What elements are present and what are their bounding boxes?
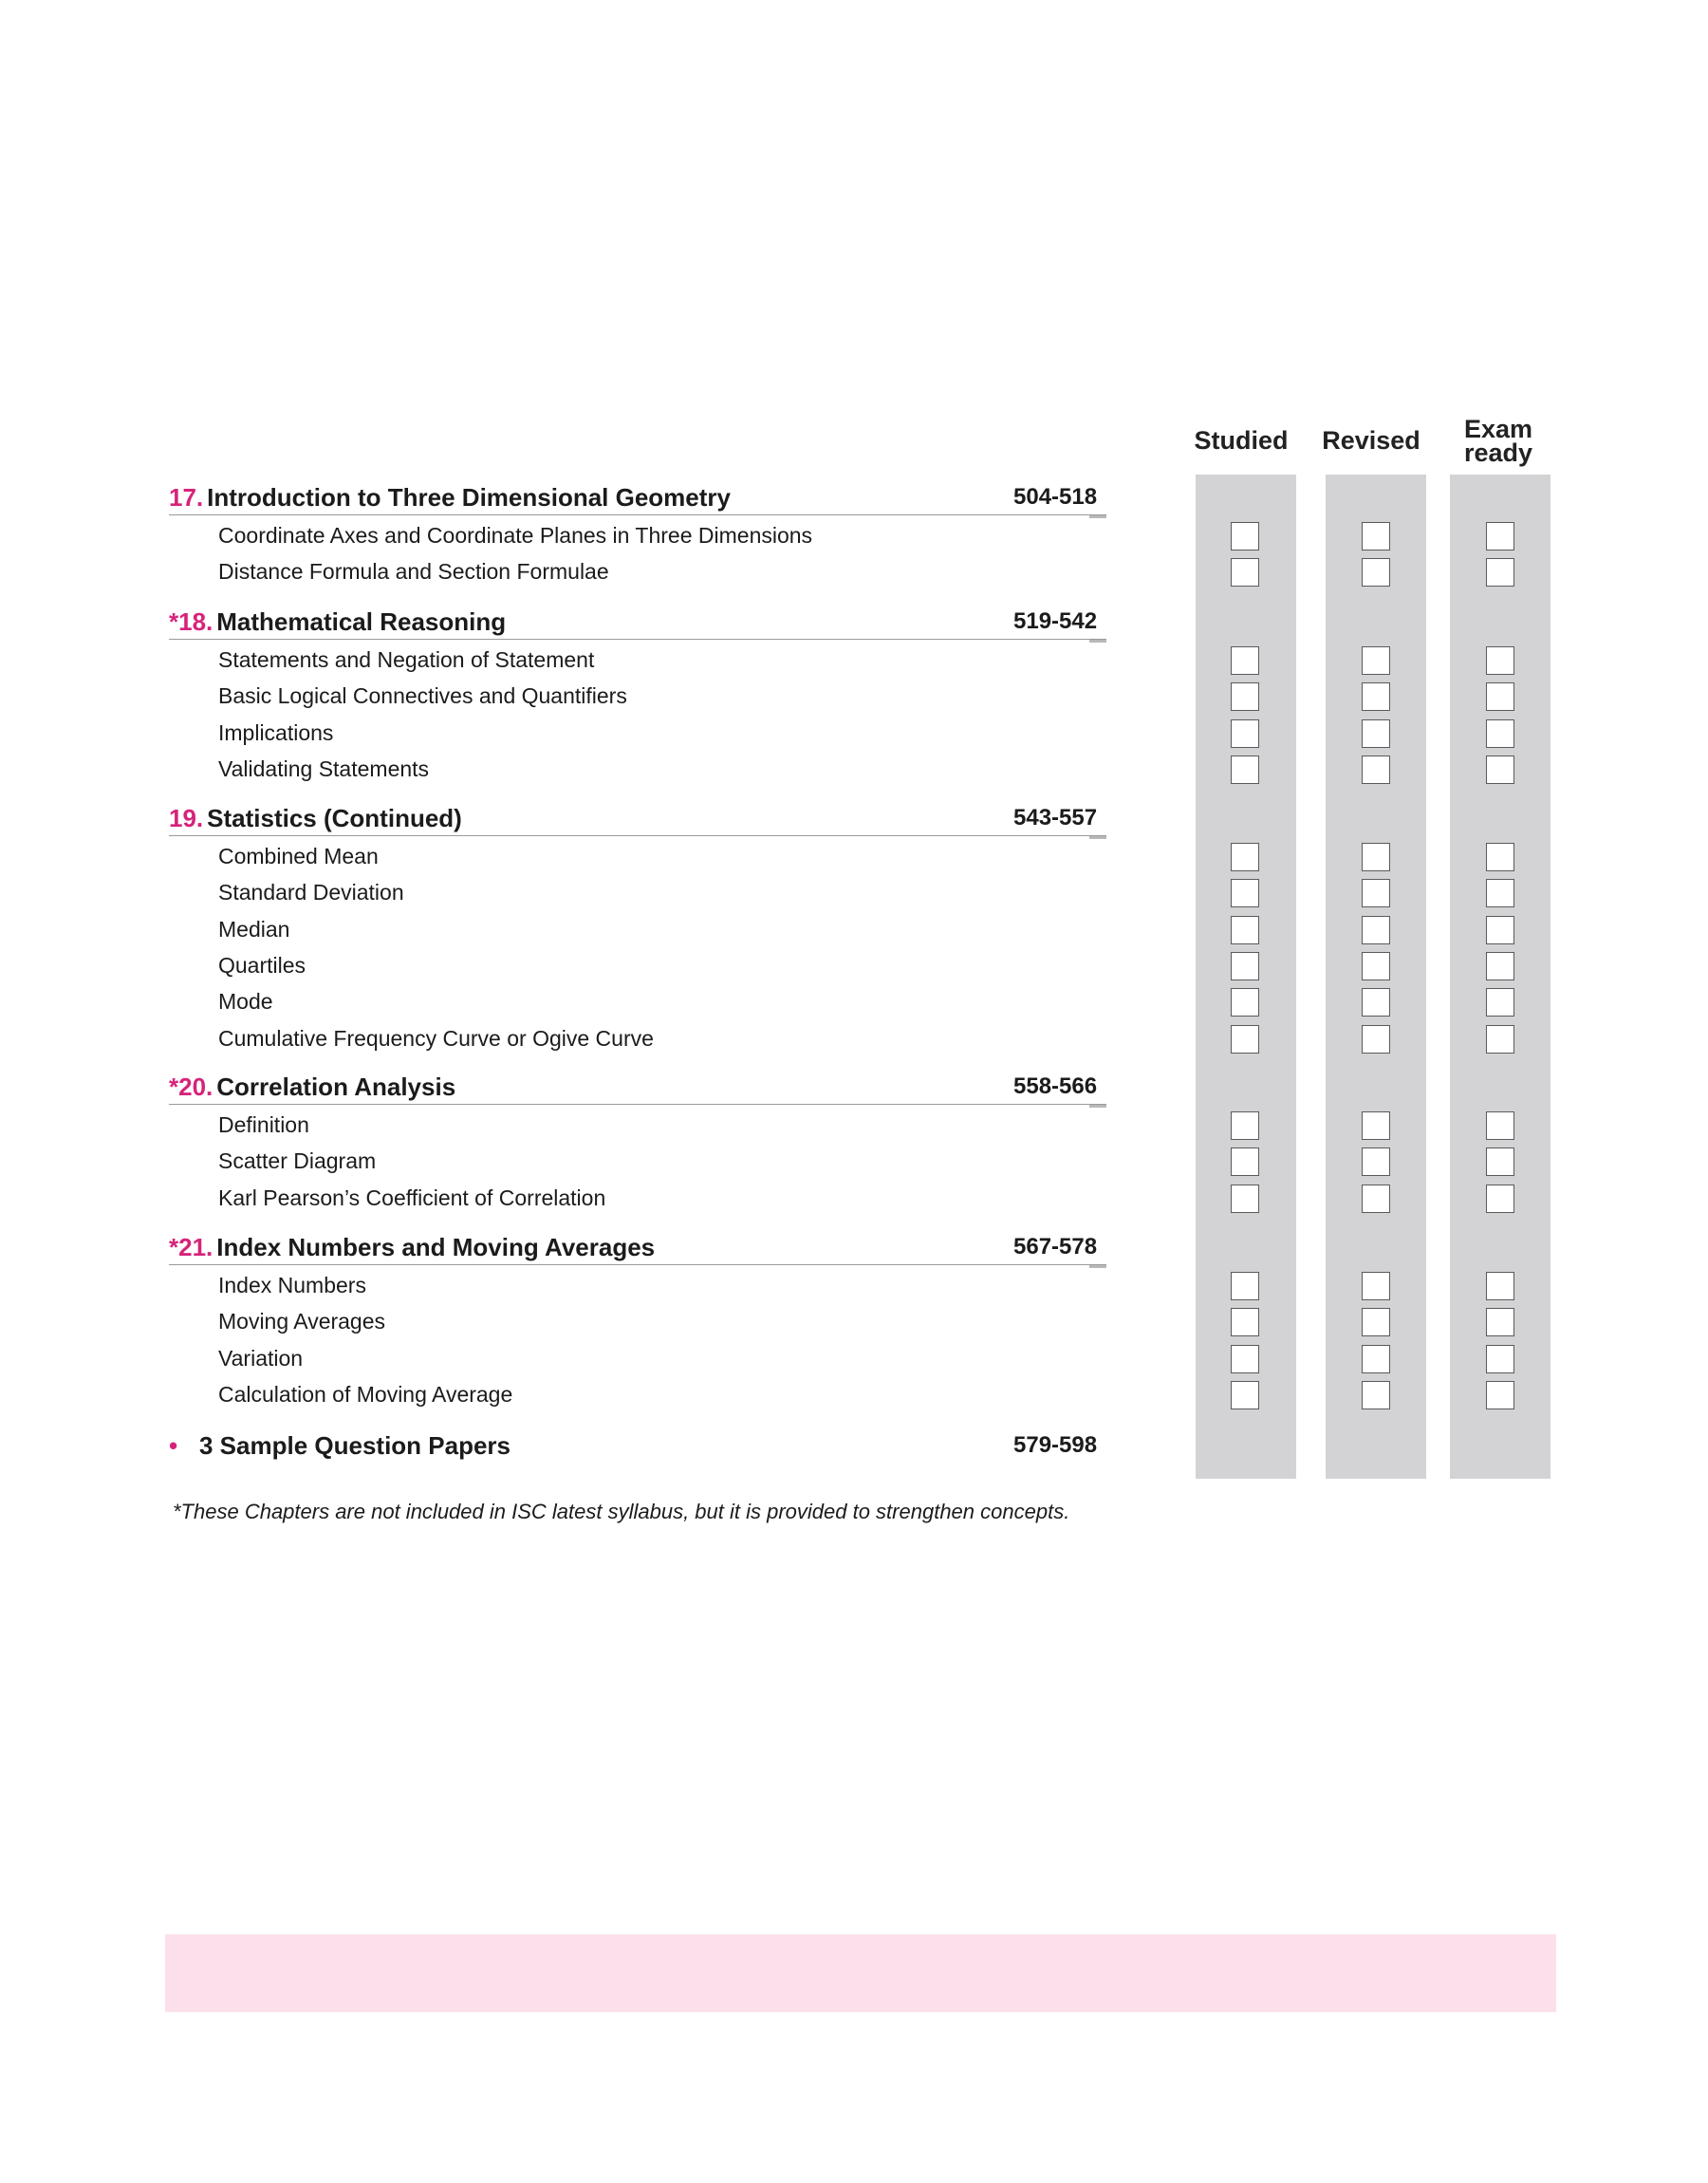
chapter-number: 19. [169, 804, 204, 832]
exam-ready-checkbox[interactable] [1486, 952, 1514, 980]
exam-ready-checkbox[interactable] [1486, 558, 1514, 587]
chapter-title [169, 1071, 455, 1103]
studied-checkbox[interactable] [1231, 952, 1259, 980]
revised-checkbox[interactable] [1362, 988, 1390, 1017]
chapter-divider-tab [1089, 1265, 1106, 1268]
revised-checkbox[interactable] [1362, 1308, 1390, 1336]
exam-ready-checkbox[interactable] [1486, 1272, 1514, 1300]
chapter-name: Statistics (Continued) [207, 804, 462, 832]
studied-checkbox[interactable] [1231, 916, 1259, 944]
exam-ready-checkbox[interactable] [1486, 1381, 1514, 1409]
exam-ready-checkbox[interactable] [1486, 879, 1514, 907]
exam-ready-checkbox[interactable] [1486, 522, 1514, 550]
studied-checkbox[interactable] [1231, 558, 1259, 587]
studied-checkbox[interactable] [1231, 1025, 1259, 1054]
topic-item: Validating Statements [218, 756, 430, 781]
chapter-number: *18. [169, 607, 214, 636]
topic-item: Combined Mean [218, 844, 379, 868]
revised-checkbox[interactable] [1362, 916, 1390, 944]
topic-item: Variation [218, 1345, 304, 1371]
studied-checkbox[interactable] [1231, 1147, 1259, 1176]
chapter-number: *21. [169, 1233, 214, 1261]
topic-item: Standard Deviation [218, 880, 404, 905]
studied-checkbox[interactable] [1231, 522, 1259, 550]
chapter-name: Mathematical Reasoning [216, 607, 507, 636]
topic-item: Implications [218, 719, 334, 745]
studied-checkbox[interactable] [1231, 1345, 1259, 1373]
chapter-pages: 519-542 [1013, 608, 1098, 634]
revised-checkbox[interactable] [1362, 1345, 1390, 1373]
column-header-revised: Revised [1322, 426, 1420, 455]
exam-ready-checkbox[interactable] [1486, 1025, 1514, 1054]
revised-checkbox[interactable] [1362, 522, 1390, 550]
studied-checkbox[interactable] [1231, 1185, 1259, 1213]
column-header-exam-ready [1442, 415, 1554, 467]
topic-item: Cumulative Frequency Curve or Ogive Curve [218, 1025, 654, 1051]
revised-checkbox[interactable] [1362, 1272, 1390, 1300]
chapter-number: *20. [169, 1073, 214, 1101]
exam-ready-checkbox[interactable] [1486, 1185, 1514, 1213]
chapter-pages: 504-518 [1013, 484, 1098, 510]
topic-item: Coordinate Axes and Coordinate Planes in Three Dimensions [218, 523, 813, 548]
revised-checkbox[interactable] [1362, 1111, 1390, 1140]
exam-ready-checkbox[interactable] [1486, 646, 1514, 675]
column-header-exam-line1: Exam [1463, 415, 1533, 443]
studied-checkbox[interactable] [1231, 646, 1259, 675]
topic-item: Calculation of Moving Average [218, 1381, 513, 1407]
topic-item: Median [218, 916, 290, 942]
revised-checkbox[interactable] [1362, 1147, 1390, 1176]
revised-checkbox[interactable] [1362, 1381, 1390, 1409]
column-header-studied: Studied [1194, 426, 1289, 455]
column-header-exam-line2: ready [1463, 438, 1533, 467]
topic-item: Definition [218, 1112, 309, 1137]
chapter-name: Correlation Analysis [216, 1073, 456, 1101]
studied-checkbox[interactable] [1231, 1381, 1259, 1409]
chapter-pages: 567-578 [1013, 1234, 1098, 1259]
chapter-divider [169, 1264, 1106, 1265]
chapter-name: Index Numbers and Moving Averages [216, 1233, 656, 1261]
chapter-title [169, 1231, 655, 1263]
revised-checkbox[interactable] [1362, 719, 1390, 748]
studied-checkbox[interactable] [1231, 756, 1259, 784]
exam-ready-checkbox[interactable] [1486, 1345, 1514, 1373]
chapter-divider [169, 1104, 1106, 1105]
exam-ready-checkbox[interactable] [1486, 1111, 1514, 1140]
topic-item: Mode [218, 989, 273, 1015]
chapter-divider [169, 835, 1106, 836]
exam-ready-checkbox[interactable] [1486, 843, 1514, 871]
chapter-divider-tab [1089, 836, 1106, 839]
chapter-divider-tab [1089, 515, 1106, 518]
topic-item: Basic Logical Connectives and Quantifiers [218, 683, 627, 709]
chapter-divider-tab [1089, 1105, 1106, 1108]
topic-item: Moving Averages [218, 1309, 386, 1334]
topic-item: Index Numbers [218, 1273, 366, 1297]
revised-checkbox[interactable] [1362, 843, 1390, 871]
chapter-divider [169, 639, 1106, 640]
studied-checkbox[interactable] [1231, 719, 1259, 748]
revised-checkbox[interactable] [1362, 682, 1390, 711]
topic-item: Distance Formula and Section Formulae [218, 559, 609, 585]
exam-ready-checkbox[interactable] [1486, 988, 1514, 1017]
sample-papers-title: 3 Sample Question Papers [199, 1431, 511, 1460]
studied-checkbox[interactable] [1231, 843, 1259, 871]
footnote: *These Chapters are not included in ISC latest syllabus, but it is provided to strengthen concepts. [173, 1500, 1070, 1523]
chapter-title [169, 481, 731, 513]
revised-checkbox[interactable] [1362, 646, 1390, 675]
revised-checkbox[interactable] [1362, 756, 1390, 784]
chapter-pages: 543-557 [1013, 805, 1098, 830]
exam-ready-checkbox[interactable] [1486, 1147, 1514, 1176]
exam-ready-checkbox[interactable] [1486, 756, 1514, 784]
revised-checkbox[interactable] [1362, 1185, 1390, 1213]
studied-checkbox[interactable] [1231, 879, 1259, 907]
chapter-name: Introduction to Three Dimensional Geometry [207, 483, 731, 512]
sample-papers-bullet: • [169, 1431, 178, 1460]
chapter-title [169, 606, 506, 638]
exam-ready-checkbox[interactable] [1486, 1308, 1514, 1336]
revised-checkbox[interactable] [1362, 879, 1390, 907]
footer-band [165, 1934, 1556, 2012]
topic-item: Scatter Diagram [218, 1148, 377, 1174]
studied-checkbox[interactable] [1231, 988, 1259, 1017]
topic-item: Quartiles [218, 952, 306, 978]
revised-checkbox[interactable] [1362, 1025, 1390, 1054]
chapter-divider-tab [1089, 640, 1106, 643]
topic-item: Karl Pearson’s Coefficient of Correlation [218, 1185, 606, 1210]
exam-ready-checkbox[interactable] [1486, 916, 1514, 944]
chapter-number: 17. [169, 483, 204, 512]
studied-checkbox[interactable] [1231, 1272, 1259, 1300]
studied-checkbox[interactable] [1231, 682, 1259, 711]
topic-item: Statements and Negation of Statement [218, 647, 595, 672]
chapter-divider [169, 514, 1106, 515]
exam-ready-checkbox[interactable] [1486, 682, 1514, 711]
revised-checkbox[interactable] [1362, 952, 1390, 980]
chapter-pages: 558-566 [1013, 1073, 1098, 1099]
chapter-title [169, 802, 462, 834]
revised-checkbox[interactable] [1362, 558, 1390, 587]
studied-checkbox[interactable] [1231, 1111, 1259, 1140]
exam-ready-checkbox[interactable] [1486, 719, 1514, 748]
studied-checkbox[interactable] [1231, 1308, 1259, 1336]
sample-papers-pages: 579-598 [1013, 1432, 1098, 1458]
